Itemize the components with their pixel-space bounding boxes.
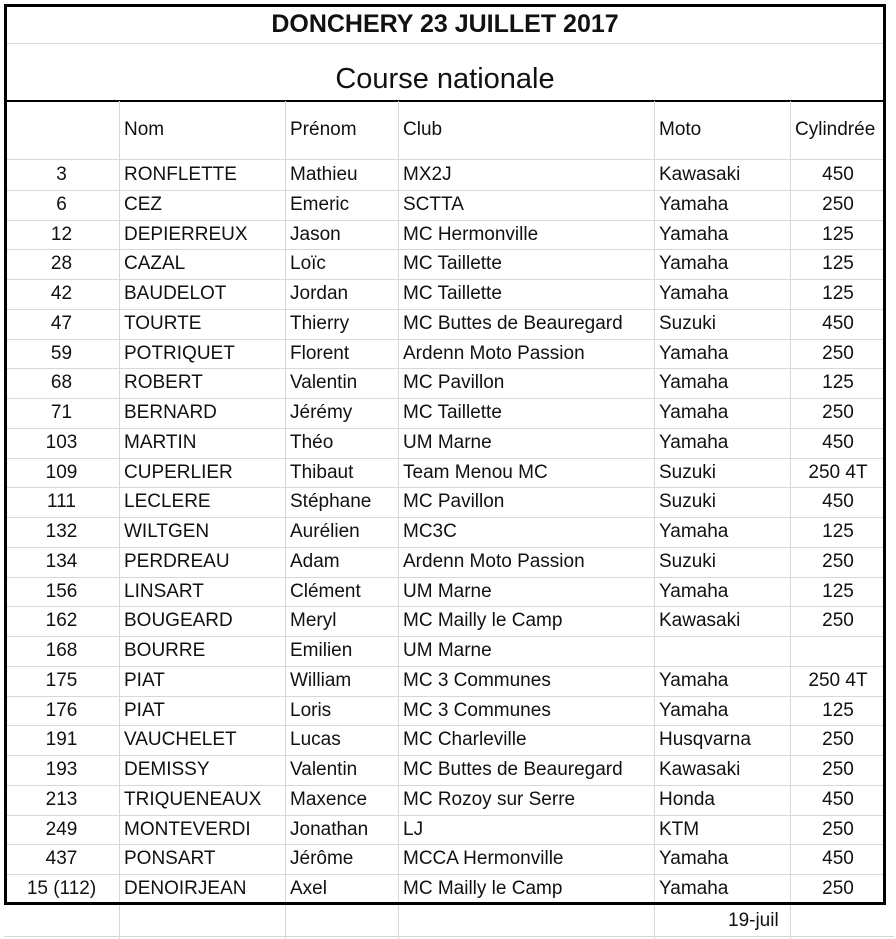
cell-cylindree: 125 [822,580,854,602]
cell-cylindree: 250 [822,729,854,751]
cell-prenom: Loris [290,699,332,721]
cell-club: MC Pavillon [403,491,505,513]
cell-club: UM Marne [403,640,492,661]
cell-club: Ardenn Moto Passion [403,342,585,364]
cell-moto: Husqvarna [659,729,751,751]
cell-moto: Yamaha [659,283,729,304]
cell-number: 176 [45,699,78,721]
cell-moto: Kawasaki [659,610,741,632]
cell-prenom: Aurélien [290,521,360,542]
cell-moto: Yamaha [659,878,729,899]
cell-nom: ROBERT [124,372,203,394]
cell-nom: BOURRE [124,640,206,661]
cell-club: MC Mailly le Camp [403,610,563,632]
cell-club: MC Charleville [403,729,527,751]
cell-cylindree: 450 [822,848,854,870]
header-cylindree: Cylindrée [795,119,876,140]
cell-prenom: Jason [290,223,341,245]
cell-club: MC Pavillon [403,372,505,394]
cell-nom: DEMISSY [124,759,210,780]
cell-club: LJ [403,818,424,840]
cell-club: MC Taillette [403,402,502,423]
footer-date: 19-juil [728,910,779,931]
cell-club: MC Mailly le Camp [403,878,563,899]
cell-nom: PERDREAU [124,550,230,572]
cell-cylindree: 125 [822,223,854,245]
cell-cylindree: 125 [822,283,854,304]
cell-nom: LINSART [124,580,204,602]
cell-number: 109 [45,461,78,483]
cell-prenom: Lucas [290,729,341,751]
cell-moto: Suzuki [659,550,717,572]
cell-number: 213 [45,788,78,810]
header-club: Club [403,119,443,140]
cell-club: MC 3 Communes [403,699,551,721]
cell-prenom: Théo [290,431,334,453]
cell-nom: VAUCHELET [124,729,237,751]
cell-club: Team Menou MC [403,461,548,483]
cell-club: MC Buttes de Beauregard [403,312,623,334]
cell-number: 162 [45,610,78,632]
cell-moto: Kawasaki [659,164,741,185]
cell-prenom: Florent [290,342,350,364]
sheet-title: DONCHERY 23 JUILLET 2017 [271,10,619,38]
cell-nom: PONSART [124,848,216,870]
cell-number: 249 [45,818,78,840]
cell-number: 6 [56,193,67,215]
cell-nom: PIAT [124,669,165,691]
cell-nom: PIAT [124,699,165,721]
cell-nom: MONTEVERDI [124,818,251,840]
cell-cylindree: 450 [822,431,854,453]
cell-nom: WILTGEN [124,521,210,542]
cell-prenom: Thierry [290,312,350,334]
cell-cylindree: 250 [822,342,854,364]
header-nom: Nom [124,119,165,140]
cell-club: MC3C [403,521,457,542]
cell-moto: Yamaha [659,699,729,721]
cell-moto: Kawasaki [659,759,741,780]
cell-prenom: Meryl [290,610,337,632]
cell-moto: Suzuki [659,461,717,483]
cell-cylindree: 250 [822,193,854,215]
cell-club: MC Rozoy sur Serre [403,788,576,810]
cell-cylindree: 450 [822,788,854,810]
cell-nom: BERNARD [124,402,217,423]
cell-number: 103 [45,431,78,453]
cell-cylindree: 250 4T [808,669,868,691]
cell-cylindree: 125 [822,372,854,394]
cell-club: UM Marne [403,431,492,453]
cell-prenom: Jordan [290,283,349,304]
cell-prenom: Axel [290,878,327,899]
cell-moto: Yamaha [659,193,729,215]
cell-nom: CEZ [124,193,162,215]
cell-prenom: Jérémy [290,402,353,423]
cell-prenom: Emilien [290,640,353,661]
cell-number: 47 [50,312,73,334]
cell-moto: Yamaha [659,431,729,453]
cell-cylindree: 250 [822,550,854,572]
cell-moto: Yamaha [659,580,729,602]
cell-cylindree: 125 [822,253,854,275]
cell-club: Ardenn Moto Passion [403,550,585,572]
cell-prenom: Adam [290,550,340,572]
cell-prenom: William [290,669,352,691]
gridline [4,936,894,937]
cell-number: 12 [50,223,73,245]
cell-number: 71 [50,402,73,423]
cell-prenom: Maxence [290,788,368,810]
cell-number: 175 [45,669,78,691]
cell-cylindree: 450 [822,164,854,185]
cell-moto: Suzuki [659,312,717,334]
cell-prenom: Thibaut [290,461,354,483]
cell-cylindree: 250 [822,610,854,632]
cell-nom: POTRIQUET [124,342,235,364]
table-border [4,4,886,905]
cell-moto: Yamaha [659,521,729,542]
cell-cylindree: 250 [822,759,854,780]
cell-nom: LECLERE [124,491,211,513]
cell-prenom: Jérôme [290,848,354,870]
cell-nom: BOUGEARD [124,610,233,632]
cell-prenom: Valentin [290,372,358,394]
cell-prenom: Mathieu [290,164,358,185]
cell-nom: RONFLETTE [124,164,237,185]
cell-prenom: Valentin [290,759,358,780]
cell-cylindree: 250 [822,402,854,423]
sheet-subtitle: Course nationale [335,63,555,95]
cell-number: 191 [45,729,78,751]
cell-cylindree: 450 [822,312,854,334]
cell-club: MX2J [403,164,452,185]
cell-nom: DENOIRJEAN [124,878,247,899]
cell-cylindree: 125 [822,699,854,721]
cell-club: MC 3 Communes [403,669,551,691]
cell-cylindree: 450 [822,491,854,513]
cell-moto: KTM [659,818,700,840]
cell-number: 3 [56,164,67,185]
cell-number: 156 [45,580,78,602]
cell-number: 42 [50,283,73,304]
cell-number: 111 [47,491,76,513]
cell-number: 59 [50,342,73,364]
cell-prenom: Loïc [290,253,326,275]
cell-nom: MARTIN [124,431,197,453]
cell-club: MC Buttes de Beauregard [403,759,623,780]
cell-prenom: Stéphane [290,491,372,513]
cell-number: 168 [45,640,78,661]
cell-club: MC Hermonville [403,223,539,245]
cell-number: 15 (112) [26,878,97,899]
cell-moto: Yamaha [659,342,729,364]
cell-nom: TOURTE [124,312,202,334]
cell-number: 134 [45,550,78,572]
cell-number: 68 [50,372,73,394]
cell-moto: Yamaha [659,223,729,245]
cell-number: 132 [45,521,78,542]
cell-number: 28 [50,253,73,275]
cell-moto: Yamaha [659,402,729,423]
cell-club: MCCA Hermonville [403,848,564,870]
cell-moto: Yamaha [659,372,729,394]
cell-cylindree: 125 [822,521,854,542]
cell-prenom: Clément [290,580,361,602]
cell-club: MC Taillette [403,253,502,275]
cell-moto: Yamaha [659,848,729,870]
cell-nom: TRIQUENEAUX [124,788,262,810]
cell-club: UM Marne [403,580,492,602]
cell-prenom: Emeric [290,193,350,215]
cell-prenom: Jonathan [290,818,369,840]
cell-moto: Yamaha [659,669,729,691]
cell-nom: CAZAL [124,253,186,275]
cell-moto: Honda [659,788,715,810]
cell-nom: BAUDELOT [124,283,227,304]
cell-number: 193 [45,759,78,780]
cell-moto: Yamaha [659,253,729,275]
cell-cylindree: 250 4T [808,461,868,483]
cell-cylindree: 250 [822,878,854,899]
cell-nom: CUPERLIER [124,461,233,483]
cell-cylindree: 250 [822,818,854,840]
cell-nom: DEPIERREUX [124,223,248,245]
cell-number: 437 [45,848,78,870]
cell-club: MC Taillette [403,283,502,304]
cell-moto: Suzuki [659,491,717,513]
cell-club: SCTTA [403,193,464,215]
header-prenom: Prénom [290,119,357,140]
header-moto: Moto [659,119,702,140]
